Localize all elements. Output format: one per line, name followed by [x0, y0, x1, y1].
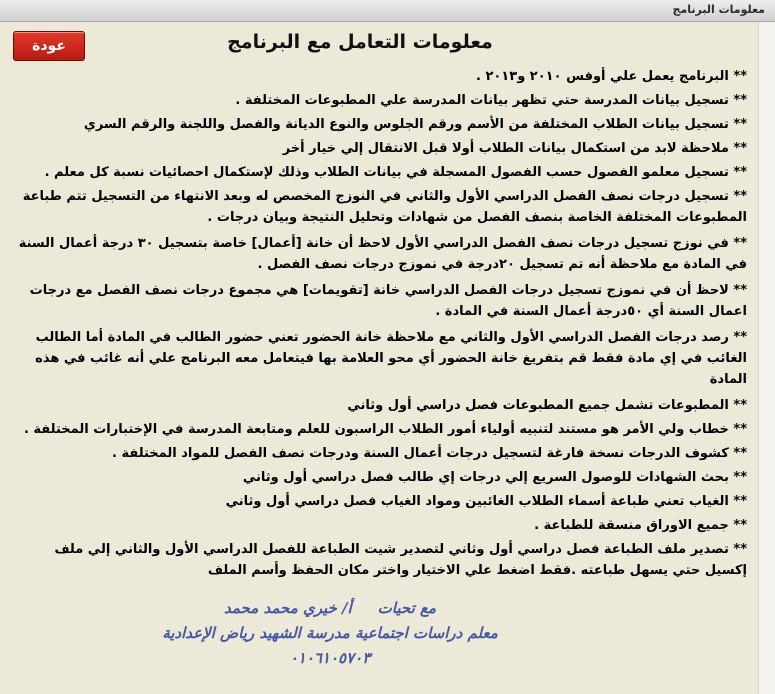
- info-item: ** بحث الشهادات للوصول السريع إلي درجات إي طالب فصل دراسي أول وثاني: [242, 470, 747, 485]
- info-item: ** تسجيل بيانات الطلاب المختلفة من الأسم ورقم الجلوس والنوع الديانة والفصل واللجنة والرقم السري: [83, 117, 747, 132]
- info-item: ** المطبوعات تشمل جميع المطبوعات فصل دراسي أول وثاني: [347, 398, 747, 413]
- info-item: ** رصد درجات الفصل الدراسي الأول والثاني مع ملاحظة خانة الحضور تعني حضور الطالب في المادة أما الطالب الغائب في إي مادة فقط قم بتفريغ خانة الحضور أي محو العلامة بها فيتعامل معه البرنامج علي أنه غائب في هذه المادة: [35, 330, 747, 387]
- info-item: ** ملاحظة لابد من استكمال بيانات الطلاب أولا قبل الانتقال إلي خيار أخر: [282, 141, 747, 156]
- info-item: ** كشوف الدرجات نسخة فارغة لتسجيل درجات أعمال السنة ودرجات نصف الفصل للمواد المختلفة .: [111, 446, 747, 461]
- credits: [120, 596, 540, 671]
- info-item: ** تسجيل درجات نصف الفصل الدراسي الأول والثاني في النوزج المخصص له وبعد الانتهاء من التسجيل تتم طباعة المطبوعات المختلفة الخاصة بنصف الفصل من شهادات وتحليل النتيجة وبيان درجات .: [22, 189, 747, 225]
- credit-role: معلم دراسات اجتماعية مدرسة الشهيد رياض الإعدادية: [162, 624, 498, 642]
- info-item: ** تسجيل بيانات المدرسة حتي تظهر بيانات المدرسة علي المطبوعات المختلفة .: [235, 93, 747, 108]
- credit-line-author: [120, 596, 540, 621]
- credit-author: أ/ خيري محمد محمد: [224, 599, 352, 617]
- page-title: معلومات التعامل مع البرنامج: [227, 31, 493, 53]
- info-list: [8, 66, 747, 586]
- info-item: ** الغياب تعني طباعة أسماء الطلاب الغائبين ومواد الغياب فصل دراسي أول وثاني: [225, 494, 747, 509]
- info-item: ** تسجيل معلمو الفصول حسب الفصول المسجلة في بيانات الطلاب وذلك لإستكمال احصائيات نسبة كل معلم .: [44, 165, 747, 180]
- back-button[interactable]: عودة: [13, 31, 85, 61]
- info-item: ** لاحظ أن في نموزج تسجيل درجات الفصل الدراسي خانة [تقويمات] هي مجموع درجات نصف الفصل مع درجات اعمال السنة أي ٥٠درجة أعمال السنة في المادة .: [29, 283, 747, 319]
- info-item: ** تصدير ملف الطباعة فصل دراسي أول وثاني لتصدير شيت الطباعة للفصل الدراسي الأول والثاني إلي ملف إكسيل حتي يسهل طباعته .فقط اضغط علي الاختيار واختر مكان الحفظ وأسم الملف: [54, 542, 747, 578]
- info-item: ** البرنامج يعمل علي أوفس ٢٠١٠ و٢٠١٣ .: [475, 69, 747, 84]
- vertical-scrollbar[interactable]: [758, 22, 775, 694]
- window-title: معلومات البرنامج: [672, 3, 765, 16]
- credit-greeting: مع تحيات: [377, 599, 436, 617]
- info-item: ** في نوزج تسجيل درجات نصف الفصل الدراسي الأول لاحظ أن خانة [أعمال] خاصة بتسجيل ٣٠ درجة أعمال السنة في المادة مع ملاحظة أنه تم تسجيل ٢٠درجة في نموزج درجات نصف الفصل .: [18, 236, 747, 272]
- credit-phone: ٠١٠٦١٠٥٧٠٣: [289, 649, 371, 667]
- info-item: ** جميع الاوراق منسقة للطباعة .: [534, 518, 747, 533]
- window-titlebar: [0, 0, 775, 22]
- info-item: ** خطاب ولي الأمر هو مستند لتنبيه أولياء أمور الطلاب الراسبون للعلم ومتابعة المدرسة في الإختبارات المختلفة .: [23, 422, 747, 437]
